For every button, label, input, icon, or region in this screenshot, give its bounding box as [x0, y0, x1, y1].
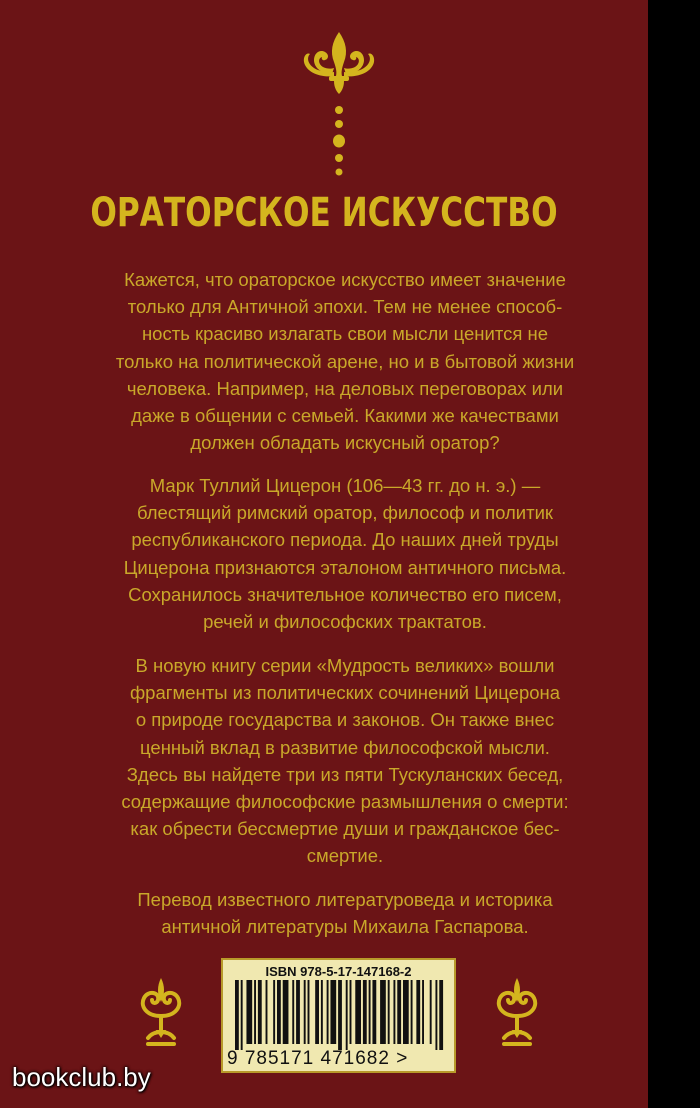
barcode-bar [435, 980, 437, 1050]
description-paragraph [40, 266, 650, 456]
barcode-bar [283, 980, 289, 1044]
barcode-bar [321, 980, 323, 1044]
text-line: ценный вклад в развитие философской мысли. [140, 736, 550, 758]
barcode-bar [292, 980, 294, 1044]
fleur-de-lis-ornament-icon [274, 28, 404, 178]
barcode-bar [403, 980, 409, 1044]
background-edge [648, 0, 700, 1108]
barcode-bar [411, 980, 413, 1044]
site-watermark: bookclub.by [12, 1062, 151, 1092]
barcode-bars-icon [235, 980, 445, 1050]
text-line: Перевод известного литературоведа и историка [137, 889, 553, 910]
text-line: республиканского периода. До наших дней труды [131, 529, 559, 551]
barcode-bar [338, 980, 342, 1050]
scroll-ornament-icon [482, 972, 552, 1052]
text-line: речей и философских трактатов. [203, 611, 487, 633]
barcode-bar [422, 980, 424, 1044]
barcode-bar [273, 980, 275, 1044]
barcode-bar [277, 980, 281, 1044]
text-line: только на политической арене, но и в бытовой жизни [115, 350, 575, 372]
barcode-bar [254, 980, 256, 1044]
barcode-bar [350, 980, 352, 1044]
text-line: Здесь вы найдете три из пяти Тускуланских бесед, [126, 763, 564, 785]
text-line: смертие. [306, 845, 384, 867]
book-title: ОРАТОРСКОЕ ИСКУССТВО [90, 190, 558, 236]
translation-paragraph [40, 886, 650, 940]
barcode-bar [246, 980, 252, 1044]
isbn-label: ISBN 978-5-17-147168-2 [265, 964, 412, 979]
barcode-bar [397, 980, 401, 1044]
author-paragraph [40, 472, 650, 635]
text-line: В новую книгу серии «Мудрость великих» вошли [135, 655, 555, 676]
barcode-bar [258, 980, 262, 1044]
text-line: блестящий римский оратор, философ и политик [136, 502, 554, 524]
barcode-bar [266, 980, 268, 1044]
barcode-bar [327, 980, 329, 1044]
barcode-bar [372, 980, 376, 1044]
barcode-sticker [221, 958, 456, 1073]
barcode-bar [388, 980, 390, 1044]
barcode-bar [363, 980, 367, 1044]
barcode-bar [235, 980, 239, 1050]
barcode-bar [439, 980, 443, 1050]
barcode-bar [416, 980, 420, 1044]
text-line: Марк Туллий Цицерон (106—43 гг. до н. э.) — [149, 475, 541, 496]
text-line: Кажется, что ораторское искусство имеет значение [124, 269, 566, 290]
barcode-bar [296, 980, 300, 1044]
text-line: Сохранилось значительное количество его писем, [128, 583, 562, 605]
text-line: содержащие философские размышления о смерти: [121, 791, 569, 813]
barcode-bar [355, 980, 361, 1044]
barcode-digits: 9 785171 471682 > [227, 1048, 409, 1069]
barcode-bar [330, 980, 336, 1044]
barcode-bar [430, 980, 432, 1044]
text-line: как обрести бессмертие души и гражданское бес- [130, 818, 560, 840]
barcode-bar [393, 980, 395, 1044]
scroll-ornament-icon [126, 972, 196, 1052]
text-line: человека. Например, на деловых переговорах или [126, 377, 564, 399]
text-line: о природе государства и законов. Он также внес [135, 709, 555, 731]
barcode-bar [241, 980, 243, 1050]
text-line: фрагменты из политических сочинений Цицерона [129, 682, 561, 704]
text-line: Цицерона признаются эталоном античного письма. [123, 556, 567, 578]
text-line: ность красиво излагать свои мысли ценится не [141, 323, 549, 345]
text-line: должен обладать искусный оратор? [190, 432, 500, 454]
contents-paragraph [40, 652, 650, 870]
barcode-bar [315, 980, 319, 1044]
barcode-bar [346, 980, 348, 1050]
text-line: даже в общении с семьей. Какими же качествами [131, 405, 559, 427]
text-line: античной литературы Михаила Гаспарова. [161, 916, 529, 938]
barcode-bar [304, 980, 306, 1044]
barcode-bar [308, 980, 310, 1044]
barcode-bar [380, 980, 386, 1044]
barcode-bar [369, 980, 371, 1044]
text-line: только для Античной эпохи. Тем не менее способ- [127, 296, 563, 318]
